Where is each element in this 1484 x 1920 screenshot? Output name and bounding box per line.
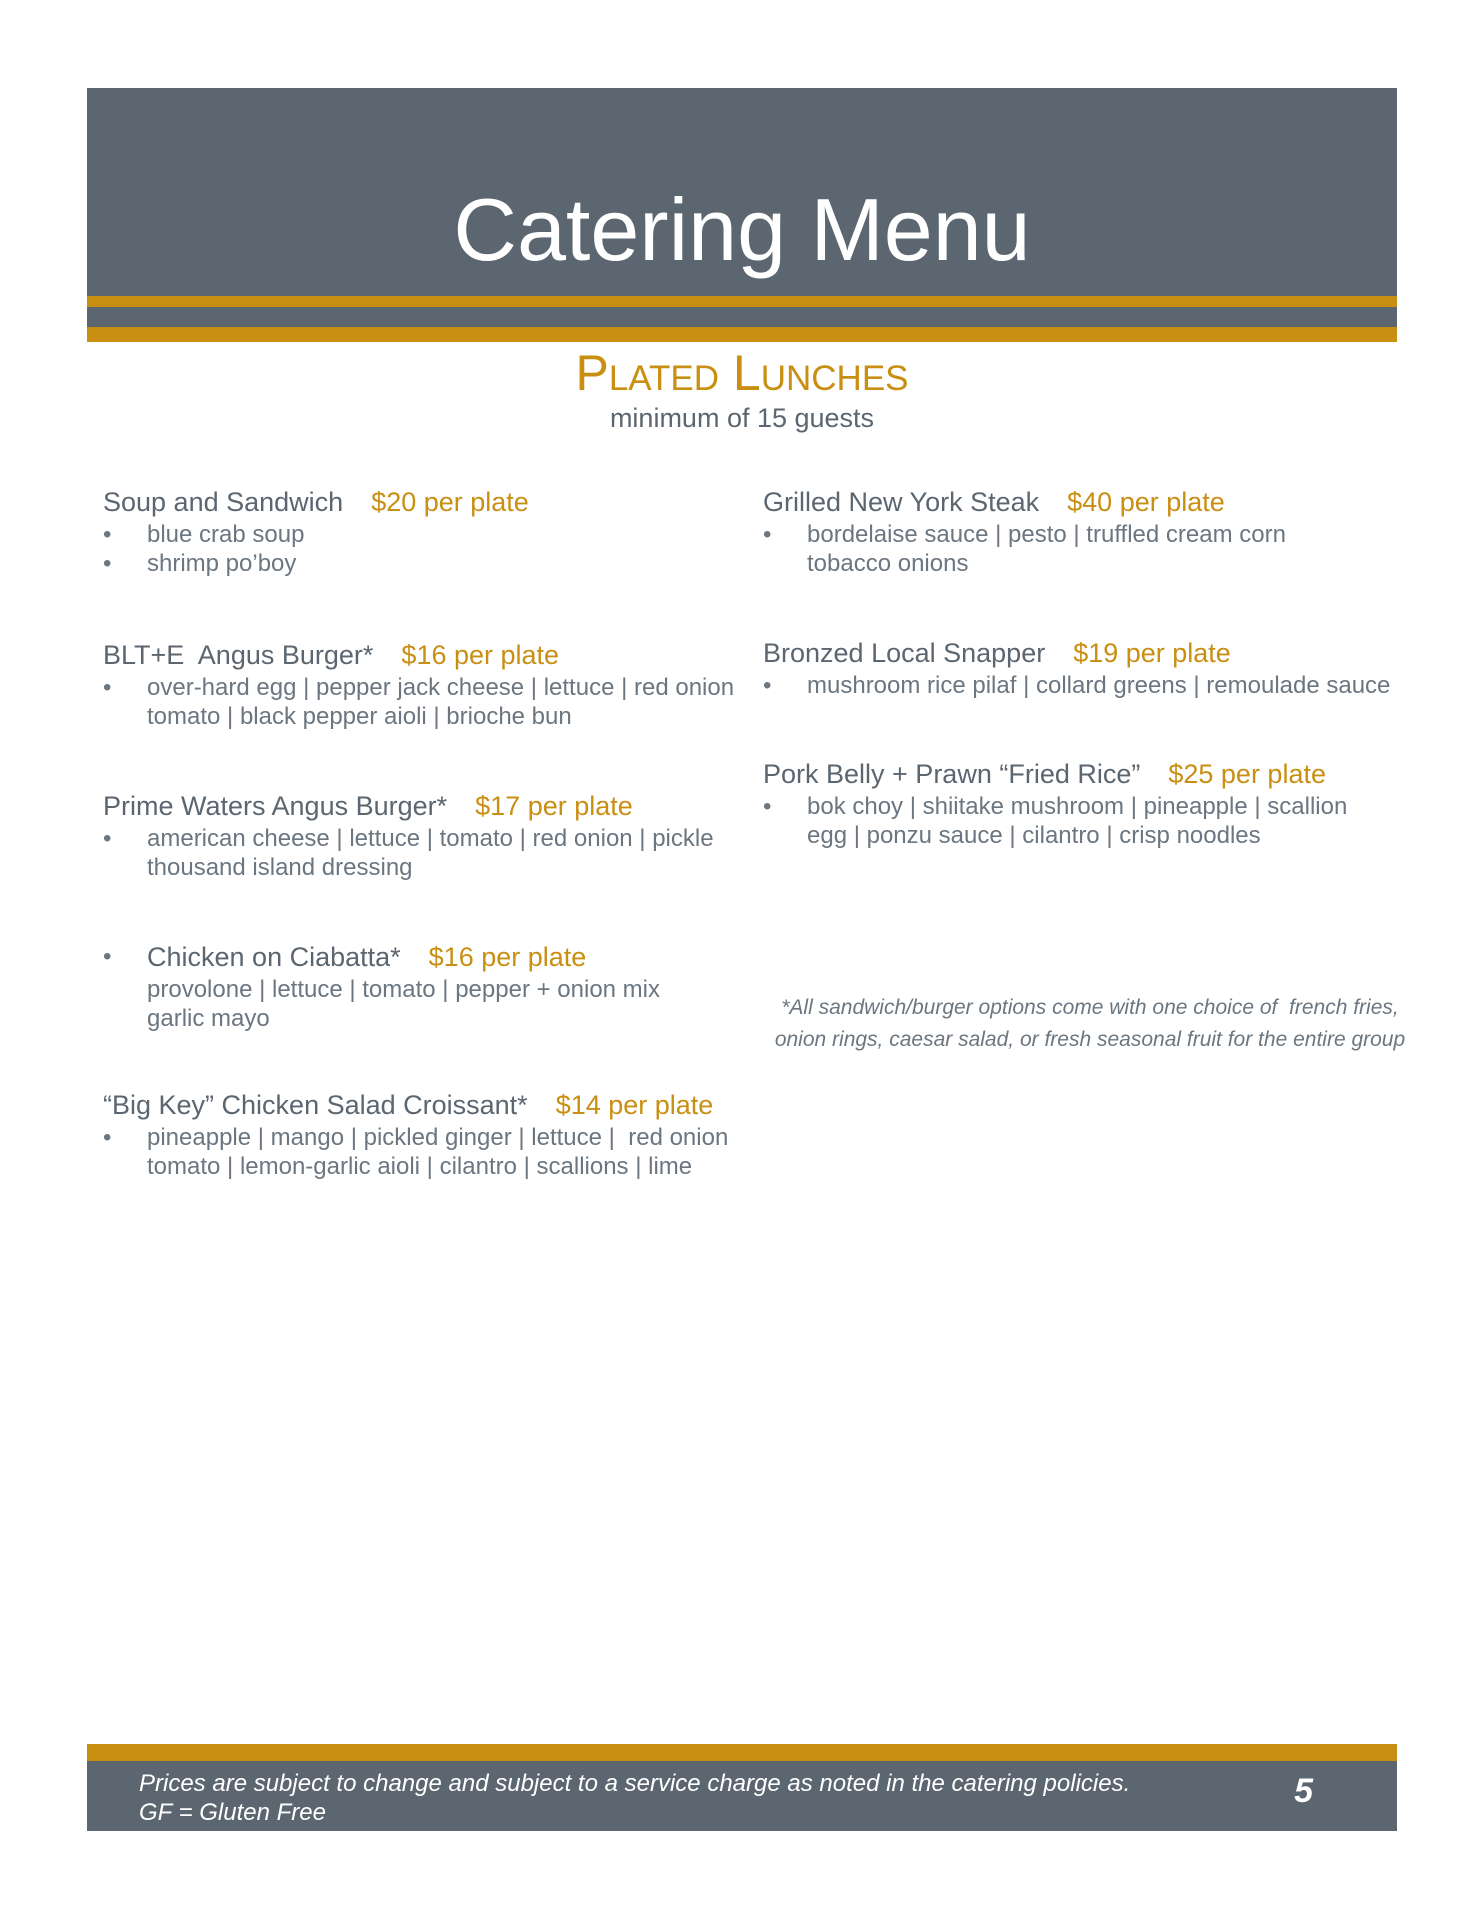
menu-item-components [763, 520, 1423, 578]
menu-item-price: $16 per plate [401, 640, 560, 670]
footer-gold-stripe [87, 1744, 1397, 1761]
sides-note-line: *All sandwich/burger options come with one choice of french fries, [781, 996, 1399, 1019]
list-item [763, 671, 1423, 700]
list-item-text: • bordelaise sauce | pesto | truffled cream corn [807, 521, 1286, 548]
menu-item-components [103, 673, 763, 731]
menu-item-components [103, 1123, 763, 1181]
list-item-text: • american cheese | lettuce | tomato | red onion | pickle [147, 825, 714, 852]
menu-item-bronzed-snapper [763, 637, 1423, 700]
menu-item-heading [103, 790, 763, 822]
menu-item-price: $40 per plate [1067, 487, 1225, 517]
menu-item-name: Grilled New York Steak [763, 487, 1040, 517]
menu-item-heading [103, 1089, 763, 1121]
menu-item-components [103, 824, 763, 882]
list-item-text: tomato | black pepper aioli | brioche bun [147, 703, 572, 730]
menu-item-heading [103, 486, 763, 518]
menu-item-name: Bronzed Local Snapper [763, 638, 1046, 668]
menu-item-price: $17 per plate [475, 791, 633, 821]
footer-disclaimer [139, 1769, 1130, 1827]
header-gold-stripe-bottom [87, 327, 1397, 342]
menu-item-name: Chicken on Ciabatta* [147, 942, 401, 972]
menu-item-name: BLT+E Angus Burger* [103, 640, 374, 670]
list-item-text: • shrimp po’boy [147, 550, 297, 577]
sides-note-line: onion rings, caesar salad, or fresh seasonal fruit for the entire group [774, 1028, 1406, 1051]
list-item [763, 520, 1423, 578]
list-item [103, 824, 763, 882]
list-item-text: garlic mayo [147, 1005, 270, 1032]
header-gold-stripe-top [87, 296, 1397, 307]
menu-item-components [103, 520, 763, 578]
list-item-text: • over-hard egg | pepper jack cheese | lettuce | red onion [147, 674, 735, 701]
menu-item-components [763, 671, 1423, 700]
menu-item-price: $16 per plate [428, 942, 587, 972]
list-item-text: provolone | lettuce | tomato | pepper + onion mix [147, 976, 660, 1003]
header-band [87, 88, 1397, 296]
list-item [103, 549, 763, 578]
footer-band [87, 1761, 1397, 1831]
list-item-text: • bok choy | shiitake mushroom | pineapple | scallion [807, 793, 1348, 820]
menu-item-price: $14 per plate [555, 1090, 714, 1120]
list-item [103, 520, 763, 549]
list-item-text: • mushroom rice pilaf | collard greens | remoulade sauce [807, 672, 1391, 699]
list-item [103, 673, 763, 731]
menu-item-name: “Big Key” Chicken Salad Croissant* [103, 1090, 528, 1120]
menu-item-name: Pork Belly + Prawn “Fried Rice” [763, 759, 1141, 789]
list-item [763, 792, 1423, 850]
header-band-bottom [87, 307, 1397, 327]
page-number: 5 [1294, 1772, 1313, 1810]
section-subtitle: minimum of 15 guests [609, 403, 875, 433]
page-title: Catering Menu [453, 180, 1031, 279]
list-item-text: tobacco onions [807, 550, 969, 577]
menu-item-pork-belly-prawn [763, 758, 1423, 850]
menu-item-name: Soup and Sandwich [103, 487, 344, 517]
section-title: Plated Lunches [575, 345, 909, 401]
list-item-text: tomato | lemon-garlic aioli | cilantro | scallions | lime [147, 1153, 693, 1180]
sides-note [760, 992, 1420, 1056]
footer-legend-line: GF = Gluten Free [139, 1799, 326, 1826]
menu-item-prime-waters-burger [103, 790, 763, 882]
menu-item-big-key-croissant [103, 1089, 763, 1181]
menu-item-heading [103, 941, 763, 973]
list-item-text: • pineapple | mango | pickled ginger | lettuce | red onion [147, 1124, 729, 1151]
menu-item-price: $19 per plate [1073, 638, 1231, 668]
menu-item-heading [103, 639, 763, 671]
menu-item-name: Prime Waters Angus Burger* [103, 791, 448, 821]
menu-item-blte-angus-burger [103, 639, 763, 731]
list-item-text: thousand island dressing [147, 854, 413, 881]
menu-item-components [103, 975, 763, 1033]
menu-item-chicken-ciabatta [103, 941, 763, 1033]
menu-item-price: $20 per plate [371, 487, 529, 517]
menu-item-heading [763, 758, 1423, 790]
menu-item-soup-sandwich [103, 486, 763, 578]
menu-item-heading [763, 637, 1423, 669]
list-item [103, 1123, 763, 1181]
footer-disclaimer-line: Prices are subject to change and subject to a service charge as noted in the catering policies. [139, 1770, 1131, 1797]
menu-item-grilled-steak [763, 486, 1423, 578]
menu-item-price: $25 per plate [1168, 759, 1326, 789]
list-item-text: egg | ponzu sauce | cilantro | crisp noodles [807, 822, 1261, 849]
list-item-text: • blue crab soup [147, 521, 305, 548]
menu-item-heading [763, 486, 1423, 518]
menu-item-components [763, 792, 1423, 850]
